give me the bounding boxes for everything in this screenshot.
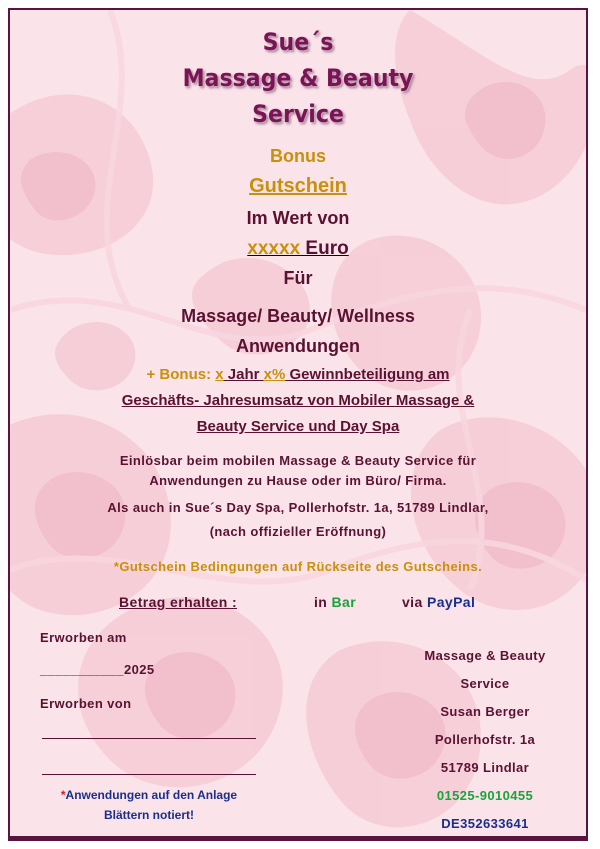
erworben-von-label: Erworben von xyxy=(40,696,132,711)
fuer-label: Für xyxy=(283,268,313,288)
payment-paypal-text: PayPal xyxy=(426,594,476,610)
payment-cash xyxy=(314,594,356,610)
contact-vat-id: DE352633641 xyxy=(441,816,529,831)
redeem-line-3: Als auch in Sue´s Day Spa, Pollerhofstr. 1a, 51789 Lindlar, xyxy=(107,500,489,515)
contact-phone: 01525-9010455 xyxy=(436,788,534,803)
gutschein-heading: Gutschein xyxy=(249,175,347,197)
amount-line xyxy=(10,238,586,260)
title-line-3: Service xyxy=(252,100,344,128)
title-line-1: Sue´s xyxy=(262,28,334,56)
bonus-prefix: + Bonus: xyxy=(146,366,216,383)
payment-via-text: via xyxy=(402,594,427,610)
purchase-year xyxy=(40,662,154,677)
betrag-erhalten-label xyxy=(119,594,237,610)
bonus-offer-line-1 xyxy=(10,366,586,383)
year-value: 2025 xyxy=(123,662,155,677)
voucher-page xyxy=(8,8,588,838)
year-blank: ___________ xyxy=(40,662,124,677)
signature-line-1 xyxy=(42,738,256,739)
betrag-colon: : xyxy=(232,594,238,610)
redeem-line-4: (nach offizieller Eröffnung) xyxy=(209,524,387,539)
redeem-line-2: Anwendungen zu Hause oder im Büro/ Firma. xyxy=(149,473,447,488)
bonus-offer-line-3: Beauty Service und Day Spa xyxy=(196,418,400,435)
payment-in-text: in xyxy=(314,594,332,610)
signature-line-2 xyxy=(42,774,256,775)
conditions-note: *Gutschein Bedingungen auf Rückseite des Gutscheins. xyxy=(113,559,483,574)
currency: Euro xyxy=(300,238,349,259)
payment-row xyxy=(10,594,586,614)
betrag-label-text: Betrag erhalten xyxy=(119,594,232,610)
bonus-rest-line-1: Gewinnbeteiligung am xyxy=(285,366,450,383)
erworben-am-label: Erworben am xyxy=(40,630,127,645)
contact-name-line-1: Massage & Beauty xyxy=(424,648,546,663)
services-line-2: Anwendungen xyxy=(236,336,360,356)
contact-street: Pollerhofstr. 1a xyxy=(434,732,536,747)
redeem-line-1: Einlösbar beim mobilen Massage & Beauty Service für xyxy=(119,453,477,468)
amount-placeholder: xxxxx xyxy=(247,238,301,259)
payment-bar-text: Bar xyxy=(331,594,357,610)
anwendungen-note-line-1 xyxy=(40,788,258,802)
bonus-heading: Bonus xyxy=(270,146,326,166)
title-line-2: Massage & Beauty xyxy=(182,64,414,92)
im-wert-von: Im Wert von xyxy=(246,208,350,228)
note-line-1-text: Anwendungen auf den Anlage xyxy=(65,788,238,802)
bottom-rule xyxy=(8,838,588,841)
services-line-1: Massage/ Beauty/ Wellness xyxy=(181,306,415,326)
note-star: * xyxy=(60,788,66,802)
contact-city: 51789 Lindlar xyxy=(440,760,530,775)
bonus-x-pct: x% xyxy=(263,366,286,383)
anwendungen-note-line-2: Blättern notiert! xyxy=(104,808,194,822)
bonus-offer-line-2: Geschäfts- Jahresumsatz von Mobiler Massage & xyxy=(121,392,475,409)
bonus-x-jahr: x xyxy=(215,366,224,383)
payment-paypal xyxy=(402,594,475,610)
contact-name-line-2: Service xyxy=(460,676,510,691)
bonus-jahr-text: Jahr xyxy=(223,366,264,383)
contact-person: Susan Berger xyxy=(440,704,530,719)
